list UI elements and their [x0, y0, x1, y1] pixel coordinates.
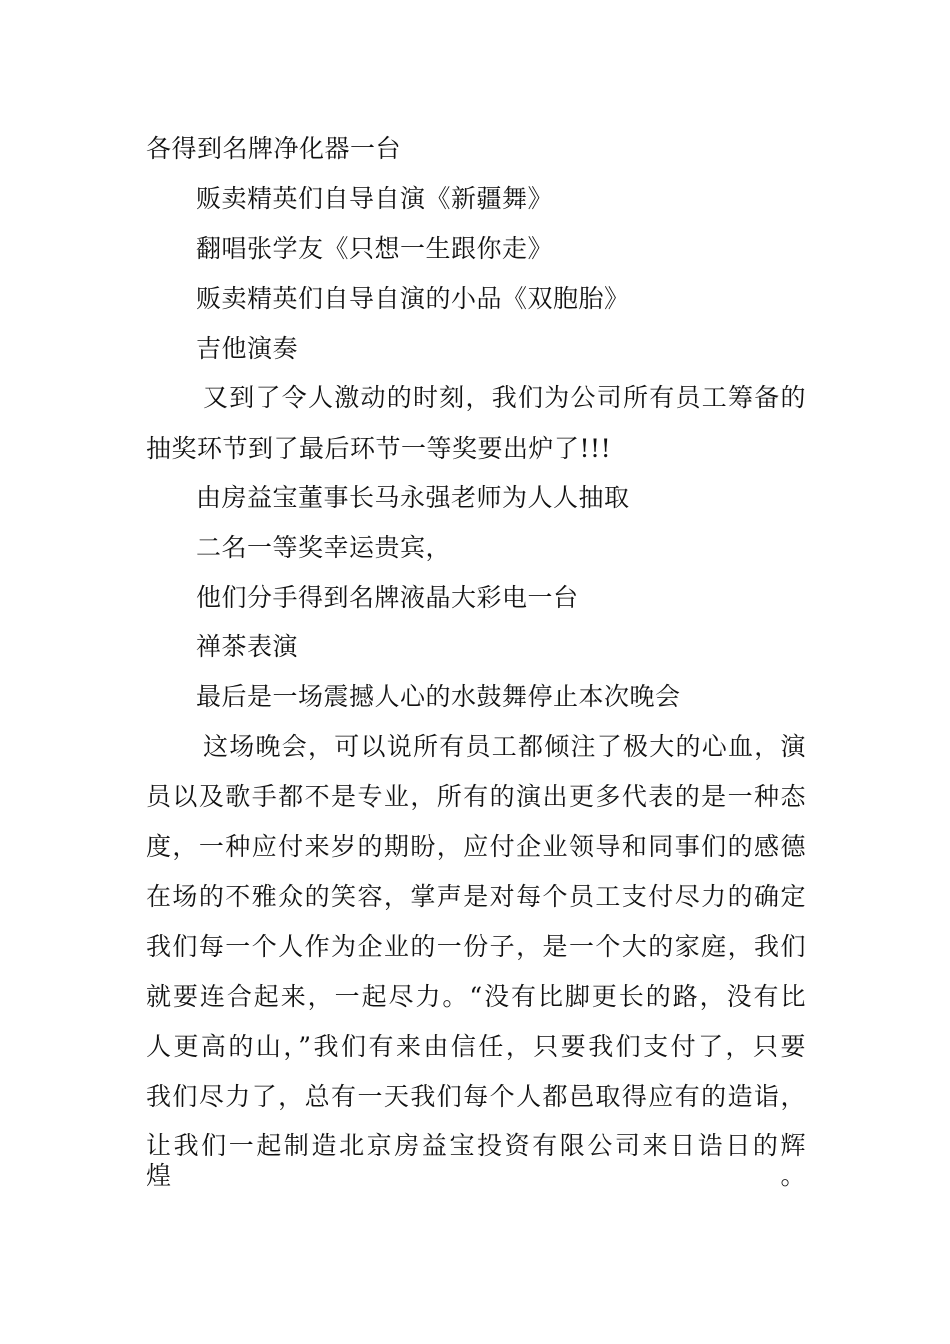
text-line-9: 二名一等奖幸运贵宾，	[196, 533, 452, 562]
text-line-20: 我们尽力了，总有一天我们每个人都邑取得应有的造诣，	[146, 1082, 806, 1111]
text-line-14: 员以及歌手都不是专业，所有的演出更多代表的是一种态	[146, 782, 806, 811]
text-line-12: 最后是一场震撼人心的水鼓舞停止本次晚会	[196, 682, 681, 711]
text-line-15: 度，一种应付来岁的期盼，应付企业领导和同事们的感德	[146, 832, 806, 861]
text-line-16: 在场的不雅众的笑容，掌声是对每个员工支付尽力的确定	[146, 882, 806, 911]
text-line-5: 吉他演奏	[196, 334, 299, 363]
text-line-13: 这场晚会，可以说所有员工都倾注了极大的心血，演	[203, 732, 806, 761]
text-line-8: 由房益宝董事长马永强老师为人人抽取	[196, 483, 630, 512]
text-line-18: 就要连合起来，一起尽力。“没有比脚更长的路，没有比	[146, 982, 806, 1011]
text-line-11: 禅茶表演	[196, 632, 299, 661]
text-line-4: 贩卖精英们自导自演的小品《双胞胎》	[196, 284, 630, 313]
text-line-3: 翻唱张学友《只想一生跟你走》	[196, 234, 554, 263]
text-line-6: 又到了令人激动的时刻，我们为公司所有员工筹备的	[203, 383, 806, 412]
text-line-10: 他们分手得到名牌液晶大彩电一台	[196, 583, 579, 612]
text-line-7: 抽奖环节到了最后环节一等奖要出炉了!!!	[146, 434, 612, 463]
text-line-2: 贩卖精英们自导自演《新疆舞》	[196, 184, 554, 213]
text-line-19: 人更高的山，”我们有来由信任，只要我们支付了，只要	[146, 1032, 806, 1061]
text-line-21: 让我们一起制造北京房益宝投资有限公司来日诰日的辉煌。	[146, 1131, 806, 1190]
text-line-17: 我们每一个人作为企业的一份子，是一个大的家庭，我们	[146, 932, 806, 961]
text-line-1: 各得到名牌净化器一台	[146, 134, 402, 163]
